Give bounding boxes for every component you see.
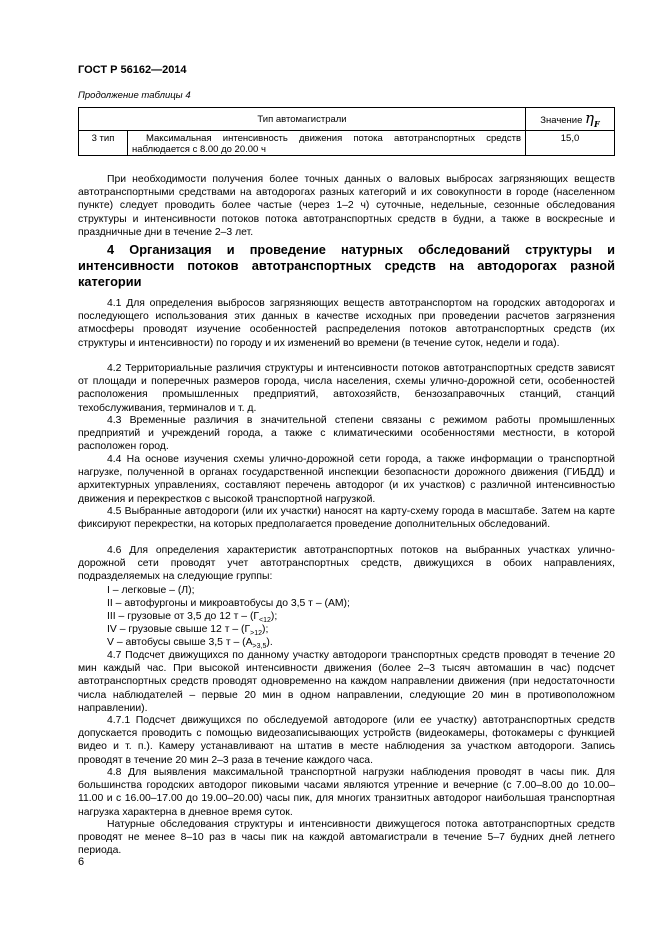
paragraph-intro: При необходимости получения более точных данных о валовых выбросах загрязняющих веществ автотранспортными средствами на автодорогах разных категорий и их совокупности в городе (населенном пункте) следует проводить более частые (через 1–2 ч) суточные, недельные, сезонные обследования структуры и интенсивности потоков потока автотранспортных средств в будни, а также в воскресные и праздничные дни в течение 2–3 лет. (78, 174, 615, 238)
paragraph-4-8: 4.8 Для выявления максимальной транспортной нагрузки наблюдения проводят в часы пик. Для большинства городских автодорог пиковыми часами являются утренние и вечерние (с 7.00–8.00 до 10.00–11.00 и с 16.00–17.00 до 19.00–20.00) часы пик, для многих транзитных автодорог наибольшая транспортная нагрузка характерна в дневное время суток. (78, 767, 615, 818)
value-header-label: Значение (540, 115, 583, 126)
paragraph-4-6: 4.6 Для определения характеристик автотранспортных потоков на выбранных участках улично-дорожной сети проводят учет автотранспортных средств, движущихся в обоих направлениях, подразделяемых на следующие группы: (78, 545, 615, 583)
list-item-group-4: IV – грузовые свыше 12 т – $(Г_{>12})$; (107, 624, 269, 638)
paragraph-4-5: 4.5 Выбранные автодороги (или их участки) наносят на карту-схему города в масштабе. Затем на карте фиксируют перекрестки, на которых предполагается проведение дополнительных обследований. (78, 506, 615, 531)
table-row (79, 131, 615, 156)
paragraph-4-7: 4.7 Подсчет движущихся по данному участку автодороги транспортных средств проводят в течение 20 мин каждый час. При высокой интенсивности движения (более 2–3 тысяч автомашин в час) подсчет автотранспортных средств проводят одновременно на каждом направлении движения (при недостаточности числа наблюдателей – первые 20 мин в одном направлении, следующие 20 мин в противоположном направлении). (78, 650, 615, 714)
list-item-group-2: II – автофургоны и микроавтобусы до 3,5 т – (АМ); (107, 598, 350, 609)
paragraph-natural-surveys: Натурные обследования структуры и интенсивности движущегося потока автотранспортных средств проводят не менее 8–10 раз в часы пик на каждой автомагистрали в течение 5–7 будних дней летнего периода. (78, 819, 615, 857)
page-number: 6 (78, 856, 85, 868)
paragraph-4-7-1: 4.7.1 Подсчет движущихся по обследуемой автодороге (или ее участку) автотранспортных средств допускается проводить с помощью видеозаписывающих устройств (видеокамеры, фотокамеры с функцией видео и т. п.). Камеру устанавливают на штатив в месте наблюдения за участком автодороги. Запись проводят в течение 20 мин 2–3 раза в течение каждого часа. (78, 715, 615, 766)
paragraph-4-3: 4.3 Временные различия в значительной степени связаны с режимом работы промышленных предприятий и учреждений города, а также с климатическими особенностями местности, в которой расположен город. (78, 415, 615, 453)
highway-type-cell: 3 тип (79, 131, 128, 156)
document-header: ГОСТ Р 56162—2014 (78, 64, 187, 76)
column-header-highway-type: Тип автомагистрали (79, 108, 526, 131)
eta-symbol: $\eta_F$ (585, 109, 600, 129)
list-item-group-5: V – автобусы свыше 3,5 т – $(А_{>3,5})$. (107, 637, 273, 651)
paragraph-4-4: 4.4 На основе изучения схемы улично-дорожной сети города, а также информации о транспортной нагрузке, полученной в органах государственной инспекции безопасности дорожного движения (ГИБДД) и архитектурных управлениях, составляют перечень автодорог (и их участков) с различной интенсивностью движения и перекрестков с высокой транспортной нагрузкой. (78, 454, 615, 505)
value-cell: 15,0 (526, 131, 615, 156)
paragraph-4-1: 4.1 Для определения выбросов загрязняющих веществ автотранспортом на городских автодорогах и последующего использования этих данных в качестве исходных при проведении расчетов загрязнения атмосферы проводят изучение особенностей распределения потоков автотранспортных средств (их структуры и интенсивности) по городу и их изменений во времени (в течение суток, недели и года). (78, 298, 615, 349)
list-item-group-1: I – легковые – (Л); (107, 585, 195, 596)
table-4-continuation (78, 107, 615, 156)
column-header-value (526, 108, 615, 131)
paragraph-4-2: 4.2 Территориальные различия структуры и интенсивности потоков автотранспортных средств зависят от площади и поперечных размеров города, числа населения, схемы улично-дорожной сети, особенностей расположения промышленных предприятий, автохозяйств, бензозаправочных станций, станций техобслуживания, терминалов и т. д. (78, 363, 615, 414)
section-4-title: 4 Организация и проведение натурных обследований структуры и интенсивности потоков автотранспортных средств на автодорогах разной категории (78, 242, 615, 289)
list-item-group-3: III – грузовые от 3,5 до 12 т – $(Г_{<12})$; (107, 611, 278, 625)
highway-description-cell: Максимальная интенсивность движения потока автотранспортных средств наблюдается с 8.00 до 20.00 ч (128, 131, 526, 156)
table-caption: Продолжение таблицы 4 (78, 90, 191, 101)
table-header-row (79, 108, 615, 131)
